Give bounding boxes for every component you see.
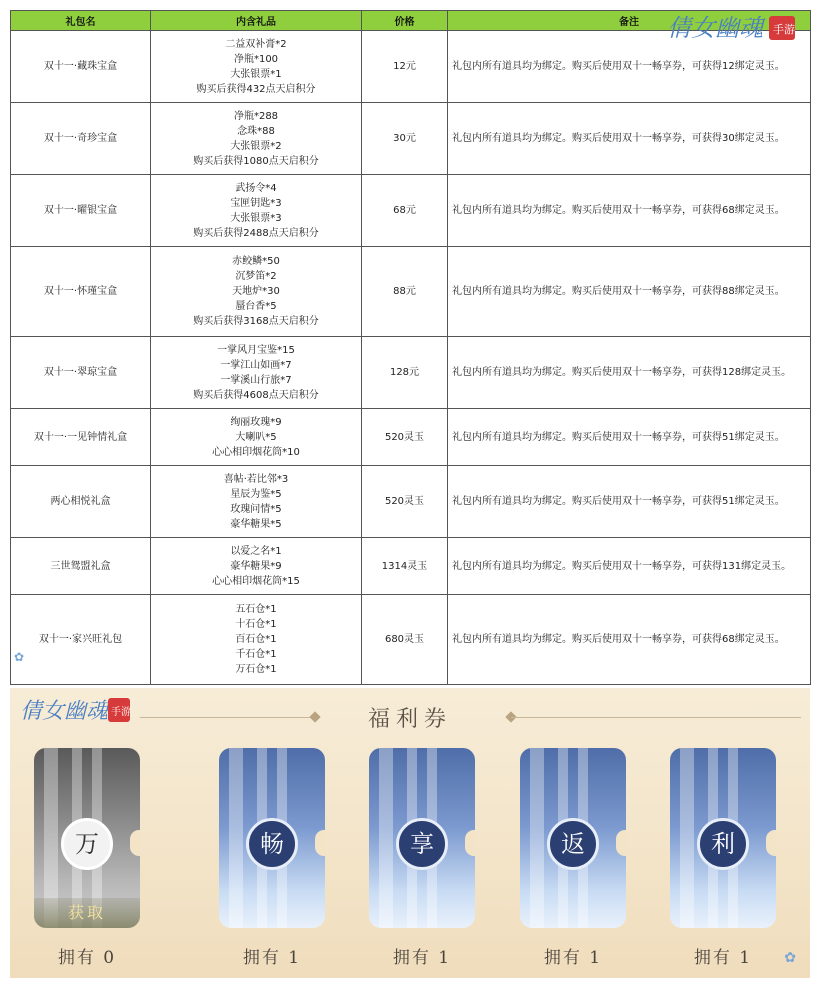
gift-item: 二益双补膏*2 [225, 38, 287, 50]
voucher-glyph: 享 [396, 818, 448, 870]
voucher-card[interactable] [369, 748, 475, 928]
table-row [11, 337, 811, 409]
svg-text:倩女幽魂: 倩女幽魂 [20, 699, 109, 724]
gift-item: 绚丽玫瑰*9 [230, 416, 282, 428]
gift-name-cell: 双十一·一见钟情礼盒 [11, 409, 151, 466]
voucher-glyph: 万 [61, 818, 113, 870]
gift-item: 喜帖·若比邻*3 [223, 473, 289, 485]
gift-item: 大张银票*3 [230, 212, 282, 224]
gift-item: 净瓶*288 [233, 110, 279, 122]
voucher-card[interactable] [34, 748, 140, 928]
gift-item: 沉梦笛*2 [235, 271, 277, 282]
gift-item: 百石仓*1 [235, 634, 277, 645]
gift-item: 一掌溪山行旅*7 [220, 374, 292, 386]
svg-text:手游: 手游 [111, 707, 131, 718]
voucher-glyph: 返 [547, 818, 599, 870]
price-cell: 88元 [362, 247, 448, 337]
gift-name-cell: 双十一·家兴旺礼包 [11, 595, 151, 685]
svg-text:倩女幽魂: 倩女幽魂 [667, 14, 763, 42]
watermark-icon: ✿ [14, 650, 25, 664]
gift-item: 大喇叭*5 [235, 431, 277, 443]
gift-item: 大张银票*1 [230, 68, 282, 80]
gift-item: 赤鲛鳞*50 [232, 256, 280, 267]
note-cell: 礼包内所有道具均为绑定。购买后使用双十一畅享券，可获得12绑定灵玉。 [448, 31, 811, 103]
gift-item: 千石仓*1 [235, 649, 277, 660]
table-row [11, 247, 811, 337]
gift-contents-cell [151, 103, 362, 175]
owned-count: 拥有 1 [242, 948, 302, 968]
card-stripe [680, 748, 694, 928]
owned-count: 拥有 1 [693, 948, 753, 968]
gift-item: 购买后获得2488点天启积分 [193, 227, 319, 239]
gift-name-cell: 双十一·怀瑾宝盒 [11, 247, 151, 337]
voucher-glyph: 利 [697, 818, 749, 870]
table-row [11, 175, 811, 247]
price-cell: 1314灵玉 [362, 538, 448, 595]
note-cell: 礼包内所有道具均为绑定。购买后使用双十一畅享券，可获得128绑定灵玉。 [448, 337, 811, 409]
watermark-icon: ✿ [784, 950, 796, 966]
gift-item: 豪华糖果*9 [230, 560, 282, 572]
gift-table-container [10, 10, 810, 685]
gift-contents-cell [151, 595, 362, 685]
card-stripe [229, 748, 243, 928]
price-cell: 128元 [362, 337, 448, 409]
gift-item: 心心相印烟花筒*15 [212, 575, 300, 587]
title-line-right [511, 717, 801, 718]
gift-contents-cell [151, 337, 362, 409]
gift-name-cell: 两心相悦礼盒 [11, 466, 151, 538]
note-cell: 礼包内所有道具均为绑定。购买后使用双十一畅享券，可获得51绑定灵玉。 [448, 466, 811, 538]
table-body [11, 31, 811, 685]
header-contents: 内含礼品 [151, 11, 362, 31]
card-stripe [530, 748, 544, 928]
voucher-panel [10, 688, 810, 978]
header-note: 备注 [448, 11, 811, 31]
gift-item: 星辰为鉴*5 [230, 488, 282, 500]
gift-item: 宝匣钥匙*3 [230, 197, 282, 209]
svg-text:手游: 手游 [773, 23, 795, 36]
gift-name-cell: 三世鸳盟礼盒 [11, 538, 151, 595]
gift-item: 豪华糖果*5 [230, 518, 282, 530]
gift-item: 购买后获得1080点天启积分 [193, 155, 319, 167]
note-cell: 礼包内所有道具均为绑定。购买后使用双十一畅享券，可获得68绑定灵玉。 [448, 175, 811, 247]
gift-name-cell: 双十一·奇珍宝盒 [11, 103, 151, 175]
table-row [11, 595, 811, 685]
gift-item: 念珠*88 [237, 125, 275, 137]
note-cell: 礼包内所有道具均为绑定。购买后使用双十一畅享券，可获得30绑定灵玉。 [448, 103, 811, 175]
card-notch [465, 830, 475, 856]
owned-count: 拥有 0 [57, 948, 117, 968]
note-cell: 礼包内所有道具均为绑定。购买后使用双十一畅享券，可获得51绑定灵玉。 [448, 409, 811, 466]
table-row [11, 538, 811, 595]
gift-contents-cell [151, 409, 362, 466]
note-cell: 礼包内所有道具均为绑定。购买后使用双十一畅享券，可获得131绑定灵玉。 [448, 538, 811, 595]
gift-item: 净瓶*100 [233, 53, 279, 65]
price-cell: 30元 [362, 103, 448, 175]
card-notch [315, 830, 325, 856]
gift-contents-cell [151, 175, 362, 247]
price-cell: 680灵玉 [362, 595, 448, 685]
gift-item: 购买后获得432点天启积分 [196, 83, 316, 95]
card-notch [766, 830, 776, 856]
claim-button[interactable]: 获取 [34, 898, 140, 928]
price-cell: 520灵玉 [362, 466, 448, 538]
gift-contents-cell [151, 466, 362, 538]
price-cell: 12元 [362, 31, 448, 103]
owned-count: 拥有 1 [543, 948, 603, 968]
gift-contents-cell [151, 31, 362, 103]
gift-item: 心心相印烟花筒*10 [212, 446, 300, 458]
header-price: 价格 [362, 11, 448, 31]
voucher-card[interactable] [219, 748, 325, 928]
gift-item: 大张银票*2 [230, 140, 282, 152]
panel-title: 福利券 [367, 707, 452, 732]
card-notch [130, 830, 140, 856]
gift-item: 十石仓*1 [235, 619, 277, 630]
gift-name-cell: 双十一·曜银宝盒 [11, 175, 151, 247]
owned-count: 拥有 1 [392, 948, 452, 968]
gift-item: 蜃台香*5 [235, 301, 277, 312]
price-cell: 68元 [362, 175, 448, 247]
gift-table [10, 10, 811, 685]
voucher-glyph: 畅 [246, 818, 298, 870]
gift-item: 以爱之名*1 [230, 545, 282, 557]
header-gift-name: 礼包名 [11, 11, 151, 31]
gift-item: 天地炉*30 [232, 286, 280, 297]
gift-name-cell: 双十一·翠琼宝盒 [11, 337, 151, 409]
table-row [11, 466, 811, 538]
gift-item: 五石仓*1 [235, 604, 277, 615]
voucher-card[interactable] [520, 748, 626, 928]
note-cell: 礼包内所有道具均为绑定。购买后使用双十一畅享券，可获得88绑定灵玉。 [448, 247, 811, 337]
table-row [11, 103, 811, 175]
gift-item: 一掌江山如画*7 [220, 359, 292, 371]
gift-name-cell: 双十一·藏珠宝盒 [11, 31, 151, 103]
note-cell: 礼包内所有道具均为绑定。购买后使用双十一畅享券，可获得68绑定灵玉。 [448, 595, 811, 685]
card-notch [616, 830, 626, 856]
price-cell: 520灵玉 [362, 409, 448, 466]
gift-item: 武扬令*4 [235, 182, 277, 194]
gift-item: 购买后获得4608点天启积分 [193, 389, 319, 401]
gift-item: 玫瑰问情*5 [230, 503, 282, 515]
gift-item: 购买后获得3168点天启积分 [193, 316, 319, 327]
gift-item: 一掌风月宝鉴*15 [217, 344, 295, 356]
gift-item: 万石仓*1 [235, 664, 277, 675]
table-row [11, 409, 811, 466]
gift-contents-cell [151, 538, 362, 595]
card-stripe [379, 748, 393, 928]
gift-contents-cell [151, 247, 362, 337]
game-logo [665, 10, 800, 46]
voucher-card[interactable] [670, 748, 776, 928]
